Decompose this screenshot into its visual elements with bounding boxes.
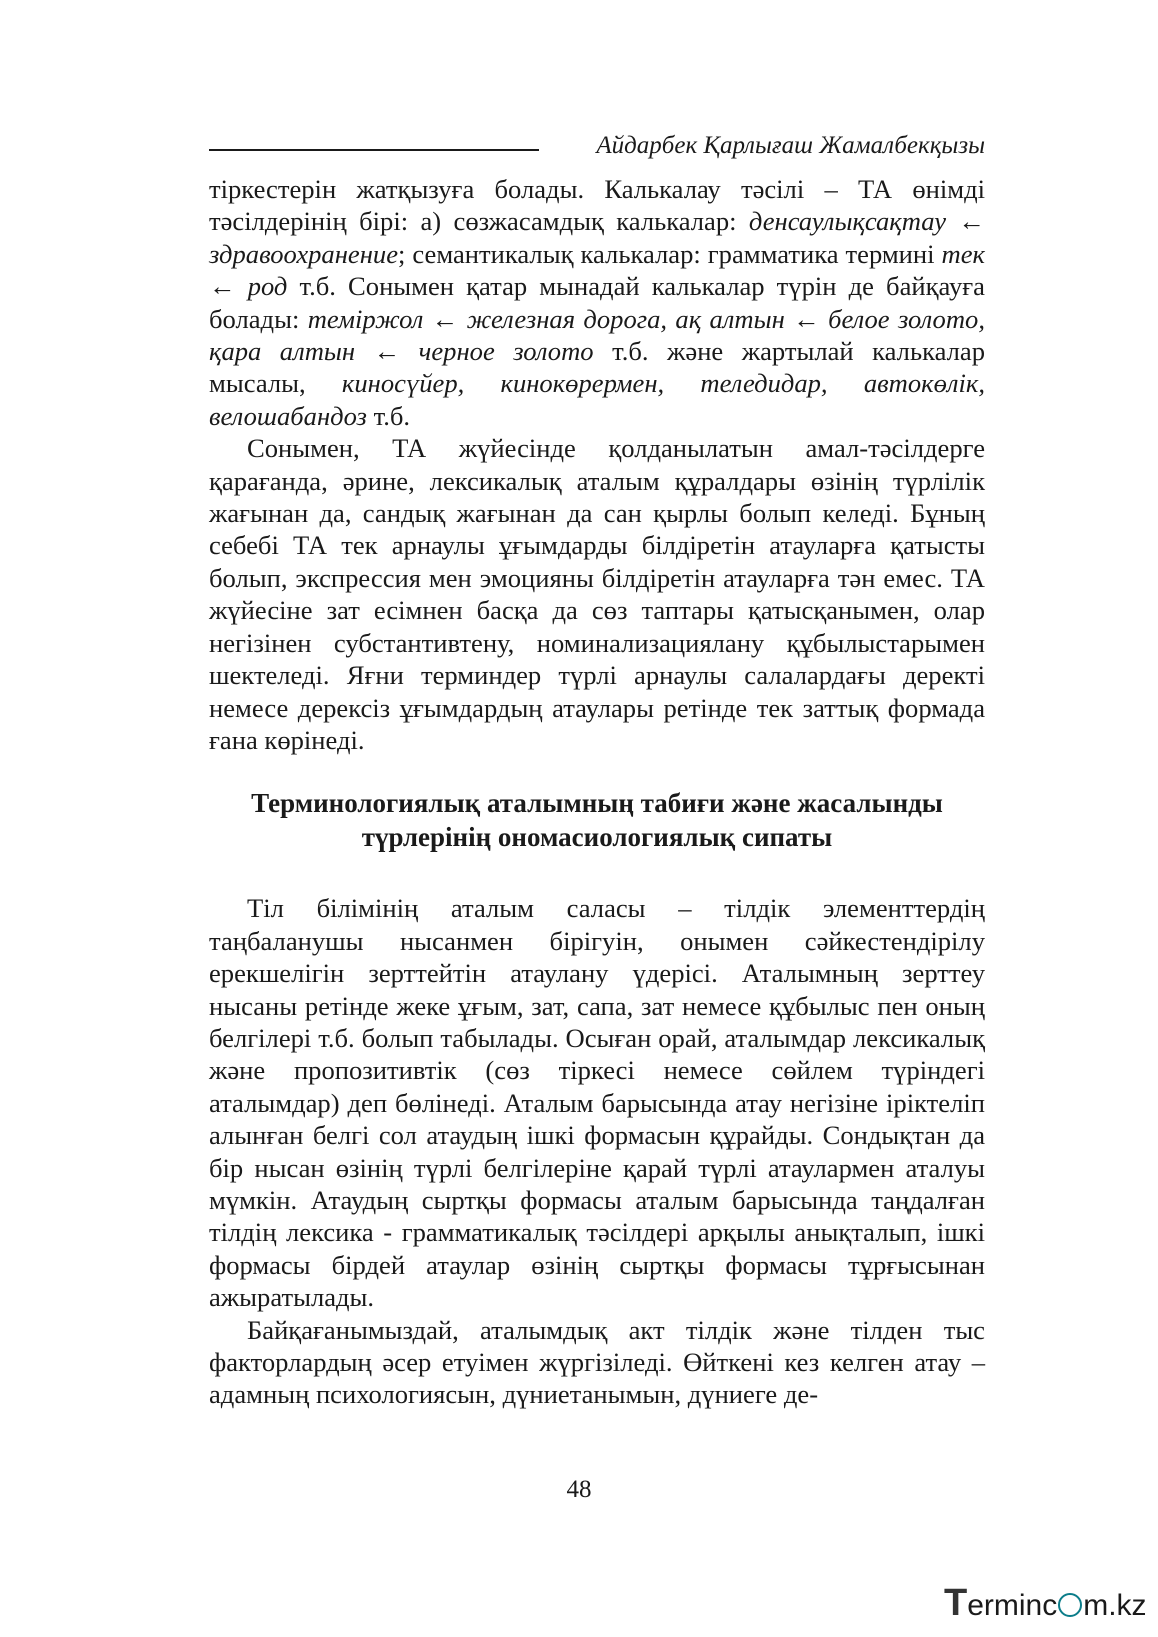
termincom-logo bbox=[944, 1583, 1147, 1623]
body-text bbox=[209, 173, 985, 1411]
paragraph-2: Сонымен, ТА жүйесінде қолданылатын амал-тәсілдерге қарағанда, әрине, лексикалық аталым құралдары өзінің түрлілік жағынан да, сандық жағынан да сан қырлы болып келеді. Бұның себебі ТА тек арнаулы ұғымдарды білдіретін атауларға қатысты болып, экспрессия мен эмоцияны білдіретін атауларға тән емес. ТА жүйесіне зат есімнен басқа да сөз таптары қатысқанымен, олар негізінен субстантивтену, номинализациялану құбылыстарымен шектеледі. Яғни терминдер түрлі арнаулы салалардағы деректі немесе дерексіз ұғымдардың атаулары ретінде тек заттық формада ғана көрінеді. bbox=[209, 433, 985, 755]
text-run: т.б. Сонымен қатар мынадай калькалар түрін де байқауға болады: bbox=[209, 271, 985, 334]
logo-letter: T bbox=[944, 1582, 968, 1624]
text-run: тіркестерін жатқызуға болады. Калькалау тәсілі – ТА өнімді тәсілдерінің бірі: а) сөзжасамдық калькалар: bbox=[209, 174, 985, 237]
running-header bbox=[209, 130, 985, 170]
paragraph-1 bbox=[209, 173, 985, 432]
italic-term: киносүйер, кинокөрермен, теледидар, автокөлік, велошабандоз bbox=[209, 368, 985, 431]
text-run: т.б. және жартылай калькалар мысалы, bbox=[209, 336, 985, 399]
page-number: 48 bbox=[566, 1476, 592, 1503]
header-rule bbox=[209, 149, 539, 151]
logo-ring-icon bbox=[1058, 1593, 1082, 1617]
text-run: т.б. bbox=[366, 400, 411, 431]
header-author: Айдарбек Қарлығаш Жамалбекқызы bbox=[596, 132, 985, 159]
text-run: ; семантикалық калькалар: грамматика термині bbox=[398, 238, 942, 269]
italic-term: тек ← род bbox=[209, 238, 985, 302]
logo-text: erminc bbox=[967, 1589, 1058, 1622]
paragraph-3: Тіл білімінің аталым саласы – тілдік элементтердің таңбаланушы нысанмен бірігуін, онымен сәйкестендірілу ерекшелігін зерттейтін атаулану үдерісі. Аталымның зерттеу нысаны ретінде жеке ұғым, зат, сапа, зат немесе құбылыс пен оның белгілері т.б. болып табылады. Осыған орай, аталымдар лексикалық және пропозитивтік (сөз тіркесі немесе сөйлем түріндегі аталымдар) деп бөлінеді. Аталым барысында атау негізіне іріктеліп алынған белгі сол атаудың ішкі формасын құрайды. Сондықтан да бір нысан өзінің түрлі белгілеріне қарай түрлі атаулармен аталуы мүмкін. Атаудың сыртқы формасы аталым барысында таңдалған тілдің лексика - грамматикалық тәсілдері арқылы анықталып, ішкі формасы бірдей атаулар өзінің сыртқы формасы тұрғысынан ажыратылады. bbox=[209, 893, 985, 1313]
logo-domain: m.kz bbox=[1083, 1589, 1147, 1622]
italic-term: денсаулықсақтау ← здравоохранение bbox=[209, 206, 985, 269]
italic-term: теміржол ← железная дорога, ақ алтын ← белое золото, қара алтын ← черное золото bbox=[209, 303, 985, 367]
paragraph-4: Байқағанымыздай, аталымдық акт тілдік және тілден тыс факторлардың әсер етуімен жүргізіледі. Өйткені кез келген атау – адамның психологиясын, дүниетанымын, дүниеге де- bbox=[209, 1314, 985, 1410]
section-heading: Терминологиялық аталымның табиғи және жасалынды түрлерінің ономасиологиялық сипаты bbox=[251, 788, 943, 853]
